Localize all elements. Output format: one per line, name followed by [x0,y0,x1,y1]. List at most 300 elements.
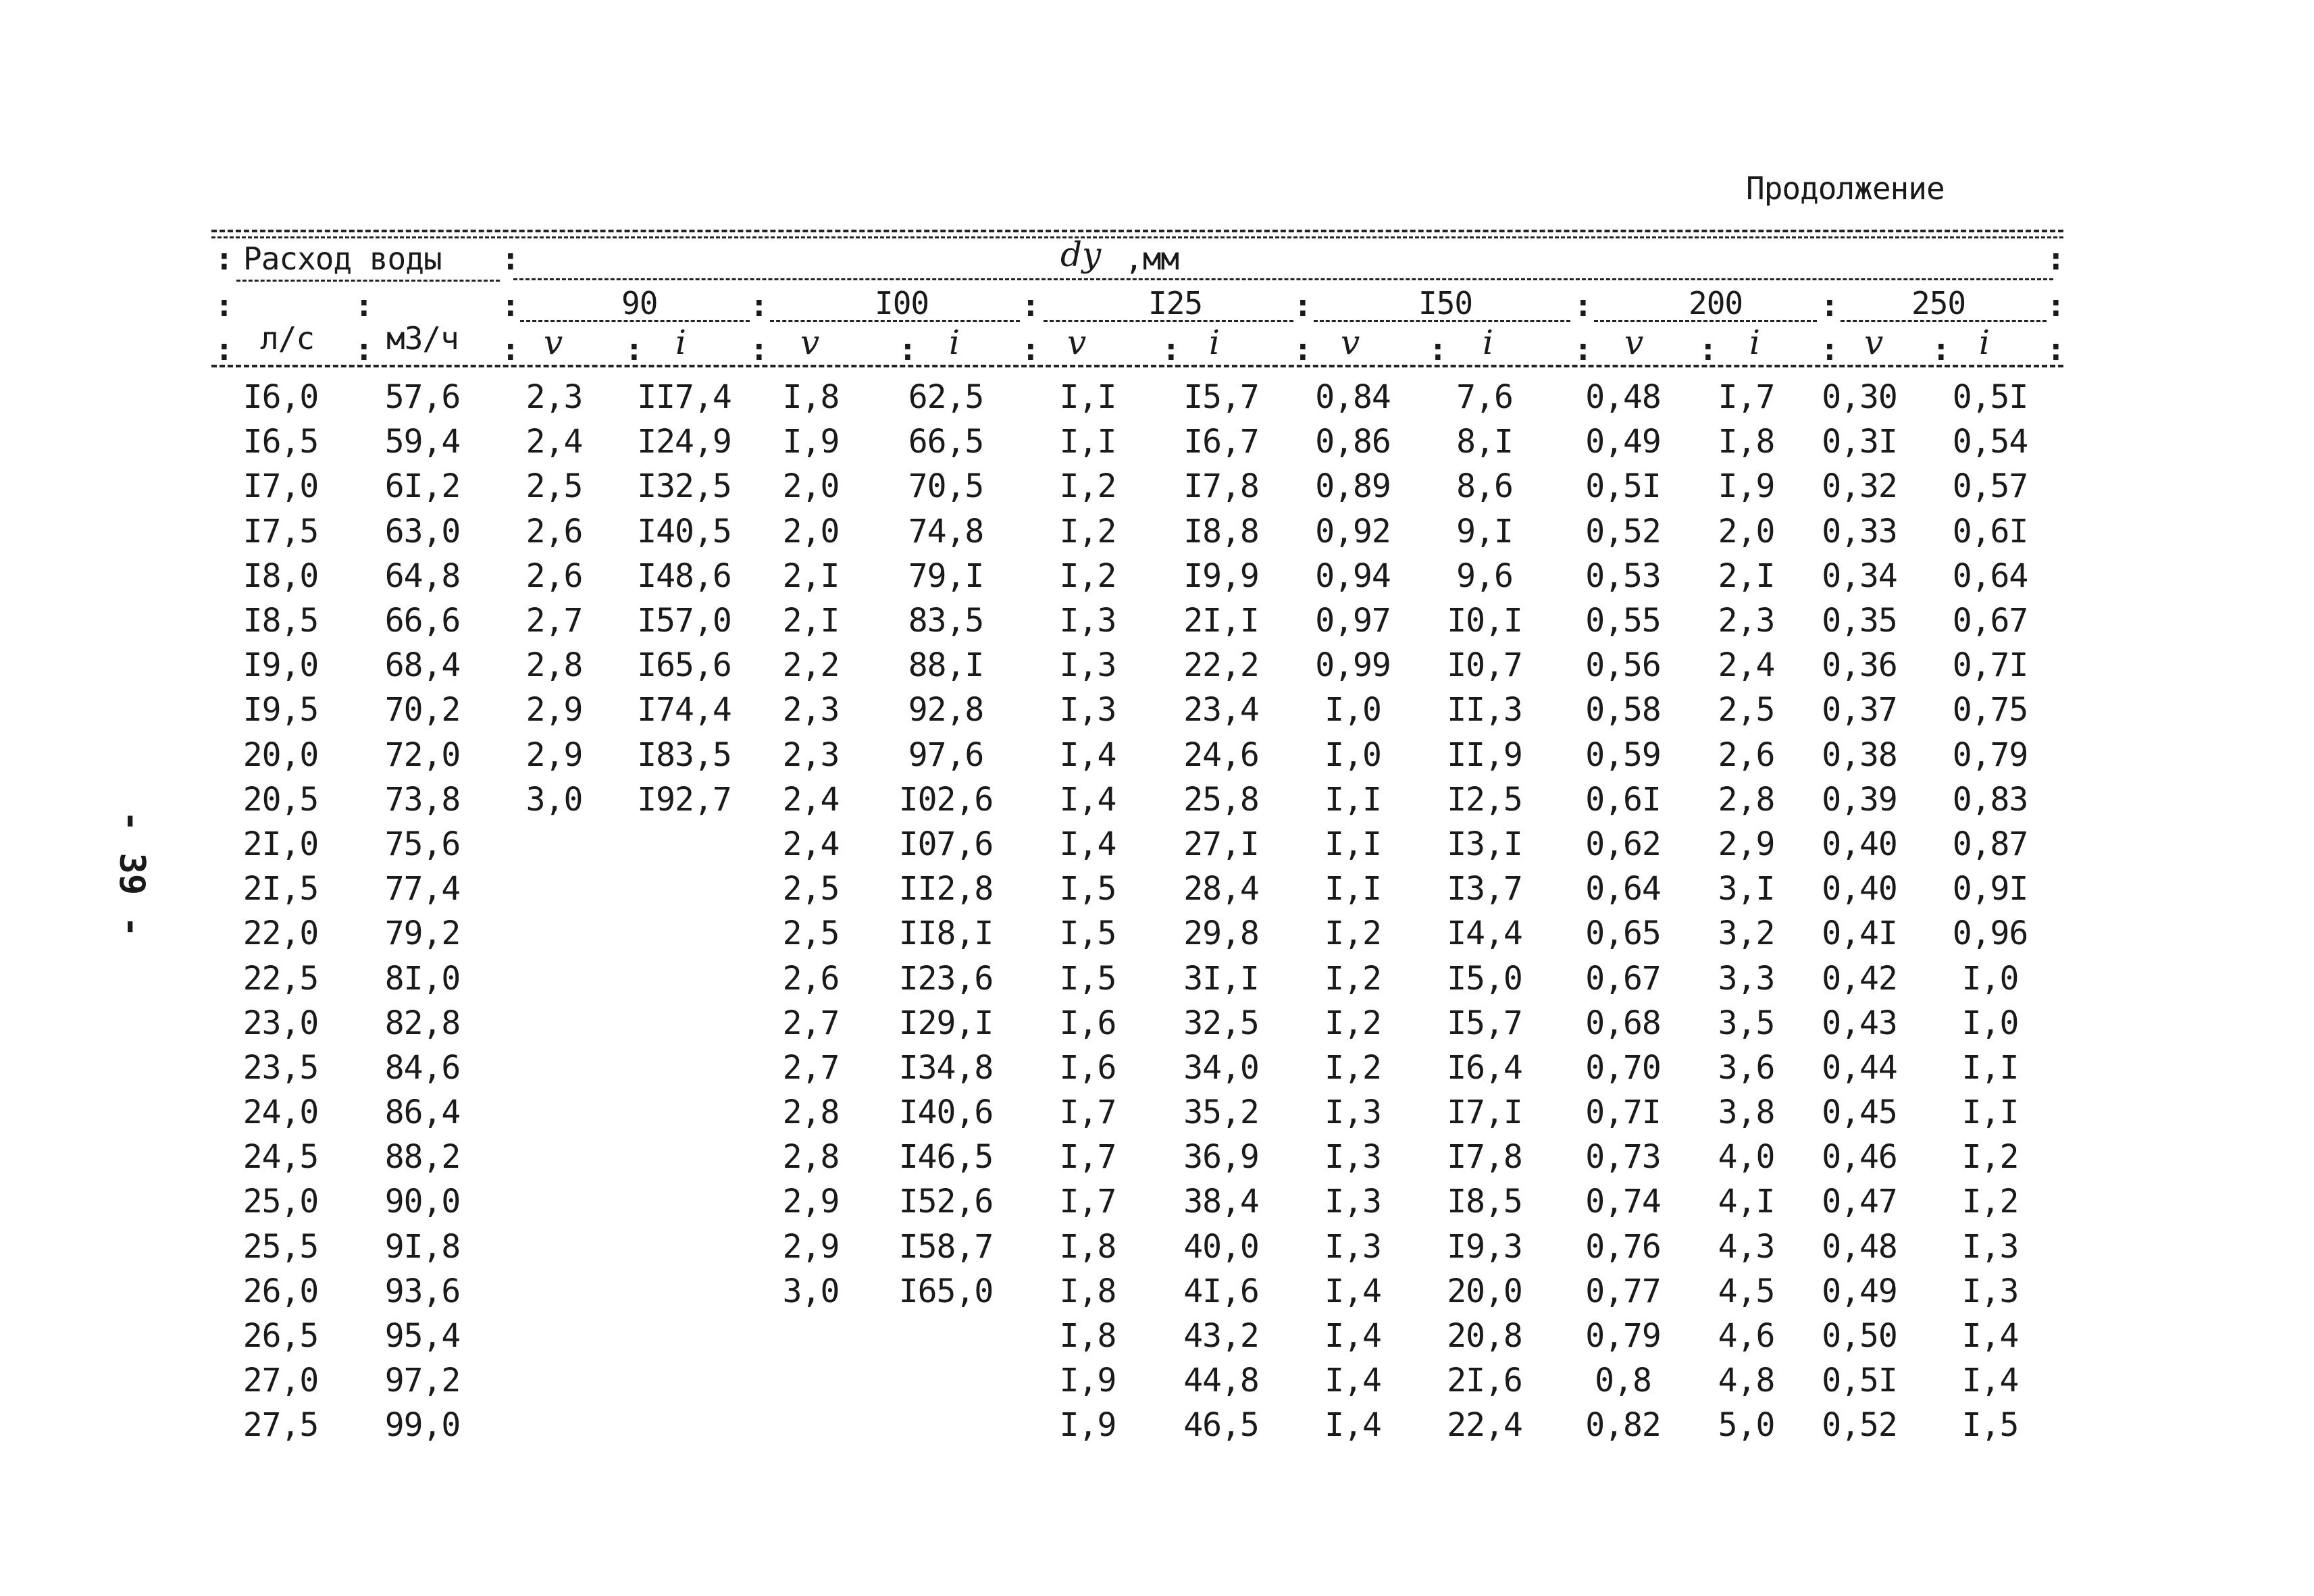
cell-i-200: 3,3 [1718,959,1775,998]
cell-i-150: I3,7 [1447,870,1522,908]
diameter-250-underline [1841,320,2047,322]
cell-i-125: I6,7 [1183,423,1259,461]
cell-i-250: I,2 [1961,1138,2019,1177]
cell-i-90: I57,0 [637,602,731,640]
diameter-underline [513,278,2053,280]
cell-v-250: 0,46 [1822,1138,1897,1177]
diameter-250: 250 [1911,285,1966,321]
cell-i-150: I0,I [1447,602,1522,640]
cell-i-90 [613,1046,755,1090]
cell-v-250: 0,37 [1822,691,1897,729]
cell-flow-ls: 27,0 [242,1362,319,1400]
table-row [211,911,2063,956]
cell-i-90 [613,1135,755,1179]
table-row [211,375,2063,419]
cell-v-100: 2,2 [782,646,840,685]
cell-v-150: I,I [1325,780,1381,819]
cell-i-125: 38,4 [1183,1183,1259,1221]
cell-flow-ls: I8,5 [242,602,319,640]
cell-i-125: 32,5 [1183,1004,1259,1042]
cell-v-150: I,2 [1325,1048,1381,1087]
cell-v-150: I,0 [1325,691,1381,729]
cell-i-150: II,9 [1447,736,1522,774]
cell-i-150: 20,0 [1447,1272,1522,1310]
cell-v-100: I,8 [782,378,840,417]
cell-flow-ls: 26,5 [242,1317,319,1356]
unit-m3h: м3/ч [386,320,459,357]
cell-v-150: I,4 [1325,1317,1381,1356]
cell-i-200: 3,6 [1718,1048,1775,1087]
cell-v-250: 0,52 [1822,1406,1897,1445]
cell-flow-m3h: 9I,8 [384,1227,461,1266]
cell-i-125: 36,9 [1183,1138,1259,1177]
cell-v-125: I,7 [1059,1183,1116,1221]
cell-flow-ls: I9,5 [242,691,319,729]
cell-i-90 [613,1269,755,1314]
header-colon: : [2047,240,2065,277]
cell-flow-m3h: 84,6 [384,1048,461,1087]
header-colon: : [750,287,769,324]
cell-flow-m3h: 72,0 [384,736,461,774]
cell-i-125: 35,2 [1183,1093,1259,1132]
cell-v-250: 0,42 [1822,959,1897,998]
hydraulic-table [211,375,2063,1448]
cell-v-250: 0,5I [1822,1362,1897,1400]
cell-i-150: 2I,6 [1447,1362,1522,1400]
cell-v-200: 0,56 [1585,646,1661,685]
cell-flow-m3h: 6I,2 [384,467,461,506]
header-colon: : [1293,287,1312,324]
cell-v-100: I,9 [782,423,840,461]
sub-v: v [1864,323,1884,362]
cell-i-150: I5,0 [1447,959,1522,998]
cell-i-150: 8,I [1456,423,1513,461]
cell-v-250: 0,4I [1822,915,1897,953]
cell-v-200: 0,79 [1585,1317,1661,1356]
header-colon: : [501,287,520,324]
table-row [211,1046,2063,1090]
cell-flow-m3h: 59,4 [384,423,461,461]
sub-i: i [949,323,960,362]
table-row [211,1001,2063,1046]
cell-flow-m3h: 79,2 [384,915,461,953]
cell-i-200: 2,5 [1718,691,1775,729]
cell-v-150: I,3 [1325,1227,1381,1266]
table-row [211,509,2063,554]
cell-i-100: I40,6 [898,1093,994,1132]
cell-i-125: 44,8 [1183,1362,1259,1400]
cell-i-150: I8,5 [1447,1183,1522,1221]
cell-i-100: I02,6 [898,780,994,819]
cell-i-125: 23,4 [1183,691,1259,729]
cell-v-150: 0,84 [1315,378,1391,417]
cell-v-100: 2,7 [782,1048,840,1087]
table-row [211,956,2063,1000]
cell-i-250: 0,57 [1952,467,2028,506]
cell-v-250: 0,34 [1822,557,1897,595]
cell-v-250: 0,40 [1822,870,1897,908]
cell-i-250: 0,54 [1952,423,2028,461]
table-row [211,1269,2063,1314]
diameter-200: 200 [1689,285,1743,321]
cell-v-100: 2,5 [782,870,840,908]
cell-flow-ls: 20,0 [242,736,319,774]
cell-v-125: I,5 [1059,959,1116,998]
cell-i-250: 0,9I [1952,870,2028,908]
cell-i-250: I,4 [1961,1317,2019,1356]
cell-v-90 [495,1135,613,1179]
table-row [211,822,2063,867]
cell-i-90 [613,1314,755,1358]
cell-i-100: 88,I [908,646,984,685]
cell-v-90 [495,822,613,867]
cell-v-125: I,2 [1059,467,1116,506]
cell-flow-ls: 2I,0 [242,825,319,863]
cell-flow-m3h: 68,4 [384,646,461,685]
header-colon: : [1021,287,1040,324]
cell-i-150: I0,7 [1447,646,1522,685]
cell-flow-m3h: 64,8 [384,557,461,595]
header-colon: : [355,287,374,324]
cell-i-100: 62,5 [908,378,984,417]
table-row [211,554,2063,598]
cell-flow-m3h: 88,2 [384,1138,461,1177]
cell-i-90 [613,1225,755,1269]
cell-i-150: I4,4 [1447,915,1522,953]
cell-flow-m3h: 66,6 [384,602,461,640]
cell-v-100: 2,8 [782,1093,840,1132]
cell-v-250: 0,33 [1822,512,1897,550]
cell-i-90: I83,5 [637,736,731,774]
cell-flow-ls: 2I,5 [242,870,319,908]
cell-i-200: 2,8 [1718,780,1775,819]
cell-i-200: 2,3 [1718,602,1775,640]
cell-i-125: I7,8 [1183,467,1259,506]
cell-flow-ls: 25,5 [242,1227,319,1266]
cell-v-150: I,I [1325,870,1381,908]
diameter-symbol: dy [1060,235,1102,274]
cell-i-150: I9,3 [1447,1227,1522,1266]
cell-i-200: 2,4 [1718,646,1775,685]
cell-i-125: 46,5 [1183,1406,1259,1445]
cell-i-100: I29,I [898,1004,994,1042]
cell-v-200: 0,82 [1585,1406,1661,1445]
cell-i-250: I,I [1961,1048,2019,1087]
cell-i-200: 4,6 [1718,1317,1775,1356]
cell-i-250: 0,67 [1952,602,2028,640]
cell-v-125: I,4 [1059,825,1116,863]
cell-i-90 [613,822,755,867]
diameter-100: I00 [875,285,929,321]
cell-v-150: I,3 [1325,1138,1381,1177]
cell-v-90: 2,9 [525,736,583,774]
cell-i-100 [867,1314,1025,1358]
cell-v-150: 0,94 [1315,557,1391,595]
cell-v-250: 0,49 [1822,1272,1897,1310]
header-colon: : [1293,331,1312,367]
cell-v-125: I,3 [1059,691,1116,729]
cell-i-100: I65,0 [898,1272,994,1310]
table-row [211,1135,2063,1179]
cell-flow-m3h: 82,8 [384,1004,461,1042]
cell-i-125: 29,8 [1183,915,1259,953]
cell-flow-m3h: 70,2 [384,691,461,729]
cell-v-150: 0,92 [1315,512,1391,550]
sub-i: i [1483,323,1493,362]
cell-v-90 [495,1090,613,1135]
table-row [211,867,2063,911]
cell-i-90: I92,7 [637,780,731,819]
cell-v-125: I,9 [1059,1406,1116,1445]
cell-v-125: I,5 [1059,870,1116,908]
cell-v-150: I,2 [1325,915,1381,953]
header-colon: : [1429,331,1447,367]
cell-i-100: I23,6 [898,959,994,998]
cell-v-150: I,2 [1325,959,1381,998]
cell-v-90 [495,867,613,911]
cell-v-90: 2,7 [525,602,583,640]
cell-i-200: 4,3 [1718,1227,1775,1266]
cell-i-200: I,8 [1718,423,1775,461]
cell-v-100: 2,3 [782,691,840,729]
cell-i-100 [867,1403,1025,1447]
cell-v-125: I,7 [1059,1138,1116,1177]
cell-flow-ls: 24,0 [242,1093,319,1132]
cell-i-90 [613,911,755,956]
cell-i-200: 2,9 [1718,825,1775,863]
cell-v-125: I,8 [1059,1317,1116,1356]
header-colon: : [1162,331,1181,367]
cell-i-125: I5,7 [1183,378,1259,417]
table-row [211,777,2063,822]
top-rule [211,230,2063,232]
cell-v-200: 0,7I [1585,1093,1661,1132]
cell-flow-ls: 24,5 [242,1138,319,1177]
cell-i-200: 4,0 [1718,1138,1775,1177]
cell-v-125: I,4 [1059,780,1116,819]
diameter-unit: ,мм [1125,240,1179,277]
header-colon: : [1574,287,1593,324]
cell-i-200: 2,0 [1718,512,1775,550]
header-colon: : [1574,331,1593,367]
cell-v-200: 0,49 [1585,423,1661,461]
cell-v-250: 0,40 [1822,825,1897,863]
header-colon: : [1820,331,1839,367]
cell-i-90 [613,1403,755,1447]
cell-i-90: I65,6 [637,646,731,685]
cell-i-90 [613,1090,755,1135]
cell-i-250: 0,64 [1952,557,2028,595]
cell-i-90: I32,5 [637,467,731,506]
cell-i-250: 0,75 [1952,691,2028,729]
cell-v-200: 0,55 [1585,602,1661,640]
cell-i-150: I7,8 [1447,1138,1522,1177]
table-row [211,1225,2063,1269]
side-page-number: - 39 - [111,810,152,937]
cell-i-100: 74,8 [908,512,984,550]
cell-flow-m3h: 75,6 [384,825,461,863]
table-row [211,464,2063,509]
diameter-100-underline [770,320,1020,322]
cell-v-200: 0,59 [1585,736,1661,774]
header-colon: : [1932,331,1951,367]
cell-v-200: 0,5I [1585,467,1661,506]
cell-v-200: 0,65 [1585,915,1661,953]
sub-v: v [1341,323,1360,362]
cell-i-150: 9,I [1456,512,1513,550]
cell-v-150: I,2 [1325,1004,1381,1042]
cell-i-100: I46,5 [898,1138,994,1177]
table-row [211,1314,2063,1358]
cell-i-125: 2I,I [1183,602,1259,640]
sub-v: v [1624,323,1644,362]
cell-i-125: 3I,I [1183,959,1259,998]
cell-i-100: II8,I [898,915,994,953]
cell-i-125: 4I,6 [1183,1272,1259,1310]
cell-i-100: I52,6 [898,1183,994,1221]
cell-i-250: I,I [1961,1093,2019,1132]
cell-v-100: 2,0 [782,512,840,550]
sub-i: i [675,323,686,362]
cell-v-200: 0,76 [1585,1227,1661,1266]
cell-i-150: 7,6 [1456,378,1513,417]
header-colon: : [2047,287,2065,324]
cell-i-90: I24,9 [637,423,731,461]
table-row [211,419,2063,464]
cell-v-250: 0,38 [1822,736,1897,774]
cell-v-150: I,I [1325,825,1381,863]
cell-i-250: 0,7I [1952,646,2028,685]
cell-v-100: 2,5 [782,915,840,953]
cell-i-200: 4,5 [1718,1272,1775,1310]
cell-v-200: 0,58 [1585,691,1661,729]
header-colon: : [215,287,234,324]
cell-v-150: I,4 [1325,1362,1381,1400]
header-colon: : [1699,331,1718,367]
cell-v-250: 0,35 [1822,602,1897,640]
cell-i-90: I74,4 [637,691,731,729]
cell-v-90 [495,1046,613,1090]
table-row [211,643,2063,688]
cell-v-100: 2,I [782,602,840,640]
cell-i-200: I,9 [1718,467,1775,506]
cell-i-150: 20,8 [1447,1317,1522,1356]
cell-i-200: 4,I [1718,1183,1775,1221]
cell-v-100 [755,1403,867,1447]
cell-v-125: I,2 [1059,512,1116,550]
cell-v-150: 0,89 [1315,467,1391,506]
cell-v-200: 0,52 [1585,512,1661,550]
cell-v-250: 0,50 [1822,1317,1897,1356]
cell-i-100: 70,5 [908,467,984,506]
continuation-label: Продолжение [1746,170,1945,207]
header-colon: : [215,331,234,367]
header-colon: : [501,331,520,367]
cell-flow-m3h: 90,0 [384,1183,461,1221]
cell-flow-ls: 22,0 [242,915,319,953]
table-row [211,1179,2063,1224]
cell-v-90 [495,1179,613,1224]
cell-v-125: I,9 [1059,1362,1116,1400]
cell-i-150: 9,6 [1456,557,1513,595]
cell-i-90 [613,1179,755,1224]
cell-v-150: 0,99 [1315,646,1391,685]
cell-i-250: 0,6I [1952,512,2028,550]
cell-i-100 [867,1358,1025,1403]
table-row [211,598,2063,643]
cell-flow-ls: 25,0 [242,1183,319,1221]
cell-v-90: 2,8 [525,646,583,685]
cell-i-125: 40,0 [1183,1227,1259,1266]
cell-i-200: 3,5 [1718,1004,1775,1042]
cell-i-150: I3,I [1447,825,1522,863]
cell-v-125: I,8 [1059,1227,1116,1266]
cell-v-250: 0,30 [1822,378,1897,417]
cell-i-100: 79,I [908,557,984,595]
cell-flow-ls: 20,5 [242,780,319,819]
cell-v-100: 2,7 [782,1004,840,1042]
cell-i-200: I,7 [1718,378,1775,417]
cell-v-125: I,3 [1059,602,1116,640]
top-rule-inner [211,236,2063,238]
table-row [211,1403,2063,1447]
cell-flow-m3h: 97,2 [384,1362,461,1400]
cell-v-150: 0,86 [1315,423,1391,461]
cell-v-100 [755,1358,867,1403]
cell-v-250: 0,43 [1822,1004,1897,1042]
sub-i: i [1979,323,1990,362]
cell-v-125: I,5 [1059,915,1116,953]
cell-i-200: 4,8 [1718,1362,1775,1400]
cell-v-150: I,3 [1325,1093,1381,1132]
sub-v: v [1067,323,1087,362]
cell-i-250: 0,83 [1952,780,2028,819]
cell-v-125: I,3 [1059,646,1116,685]
sub-v: v [544,323,563,362]
cell-v-90: 2,9 [525,691,583,729]
cell-i-90: I48,6 [637,557,731,595]
cell-v-100: 2,4 [782,825,840,863]
cell-v-90 [495,1269,613,1314]
cell-i-125: I9,9 [1183,557,1259,595]
cell-i-250: I,5 [1961,1406,2019,1445]
cell-flow-m3h: 63,0 [384,512,461,550]
cell-i-90: II7,4 [637,378,731,417]
cell-v-100 [755,1314,867,1358]
cell-flow-ls: I7,5 [242,512,319,550]
cell-v-100: 2,4 [782,780,840,819]
cell-i-125: 43,2 [1183,1317,1259,1356]
cell-i-90 [613,1001,755,1046]
header-colon: : [1021,331,1040,367]
cell-i-200: 3,2 [1718,915,1775,953]
cell-v-100: 2,9 [782,1183,840,1221]
cell-i-125: 34,0 [1183,1048,1259,1087]
cell-v-125: I,I [1059,378,1116,417]
cell-i-200: 3,8 [1718,1093,1775,1132]
cell-i-150: I2,5 [1447,780,1522,819]
header-colon: : [215,240,234,277]
cell-v-90 [495,1358,613,1403]
table-body [211,375,2063,1448]
cell-i-125: 24,6 [1183,736,1259,774]
cell-v-90: 2,6 [525,557,583,595]
header-colon: : [501,240,520,277]
cell-v-200: 0,6I [1585,780,1661,819]
cell-i-250: I,0 [1961,1004,2019,1042]
cell-v-90 [495,1403,613,1447]
cell-v-250: 0,45 [1822,1093,1897,1132]
